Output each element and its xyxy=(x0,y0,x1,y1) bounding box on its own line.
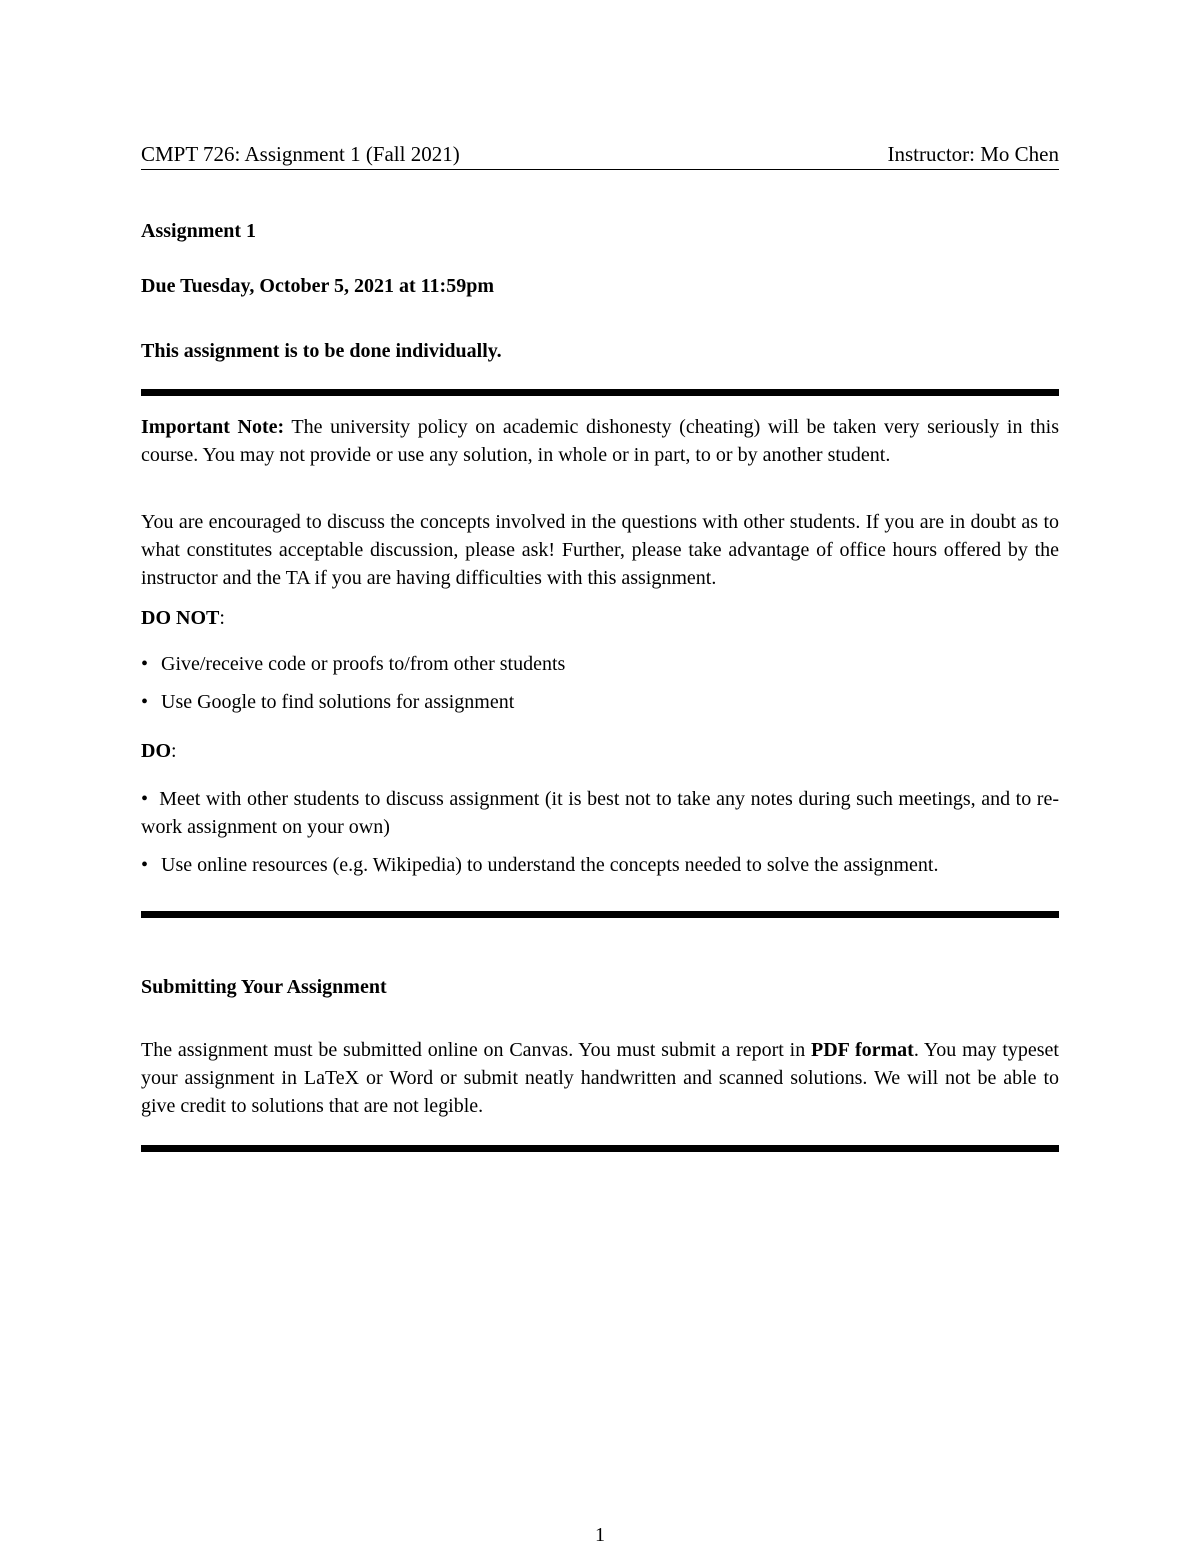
encourage-paragraph: You are encouraged to discuss the concepts involved in the questions with other students. If you are in doubt as to what constitutes acceptable discussion, please ask! Further, please take advantage of office hours offered by the instructor and the TA if you are having difficulties with this assignment. xyxy=(141,511,1059,589)
running-header xyxy=(141,140,1059,168)
pdf-format-emphasis: PDF format xyxy=(811,1039,914,1061)
important-note-paragraph xyxy=(141,413,1059,469)
submitting-paragraph xyxy=(141,1036,1059,1120)
list-item xyxy=(141,851,1059,879)
due-date: Due Tuesday, October 5, 2021 at 11:59pm xyxy=(141,275,494,297)
do-not-heading xyxy=(141,604,1059,632)
submitting-heading: Submitting Your Assignment xyxy=(141,976,387,998)
do-item-1: Meet with other students to discuss assignment (it is best not to take any notes during such meetings, and to re-work assignment on your own) xyxy=(141,788,1060,838)
do-not-colon: : xyxy=(219,607,225,629)
do-label: DO xyxy=(141,740,171,762)
list-item xyxy=(141,785,1059,841)
bullet-icon: • xyxy=(141,788,149,810)
submitting-text-before: The assignment must be submitted online on Canvas. You must submit a report in xyxy=(141,1039,812,1061)
section-divider-1 xyxy=(141,389,1059,396)
document-page xyxy=(141,0,1059,1553)
important-note-label: Important Note: xyxy=(141,416,285,438)
do-colon: : xyxy=(171,740,177,762)
do-item-2: Use online resources (e.g. Wikipedia) to understand the concepts needed to solve the assignment. xyxy=(161,854,939,876)
list-item xyxy=(141,688,1059,716)
do-not-item-2: Use Google to find solutions for assignment xyxy=(161,691,515,713)
header-rule xyxy=(141,169,1059,170)
list-item xyxy=(141,650,1059,678)
bullet-icon: • xyxy=(141,854,149,876)
section-divider-2 xyxy=(141,911,1059,918)
section-divider-3 xyxy=(141,1145,1059,1152)
bullet-icon: • xyxy=(141,653,149,675)
header-course-title: CMPT 726: Assignment 1 (Fall 2021) xyxy=(141,142,460,166)
bullet-icon: • xyxy=(141,691,149,713)
do-heading xyxy=(141,737,1059,765)
header-instructor: Instructor: Mo Chen xyxy=(887,142,1059,166)
page-number: 1 xyxy=(595,1524,605,1546)
important-note-text: The university policy on academic dishonesty (cheating) will be taken very seriously in this course. You may not provide or use any solution, in whole or in part, to or by another student. xyxy=(141,416,1059,466)
assignment-title: Assignment 1 xyxy=(141,220,257,242)
submitting-text-after: . You may typeset your assignment in LaTeX or Word or submit neatly handwritten and scanned solutions. We will not be able to give credit to solutions that are not legible. xyxy=(141,1039,1059,1117)
do-not-label: DO NOT xyxy=(141,607,220,629)
do-not-item-1: Give/receive code or proofs to/from other students xyxy=(161,653,566,675)
individual-notice: This assignment is to be done individually. xyxy=(141,340,502,362)
